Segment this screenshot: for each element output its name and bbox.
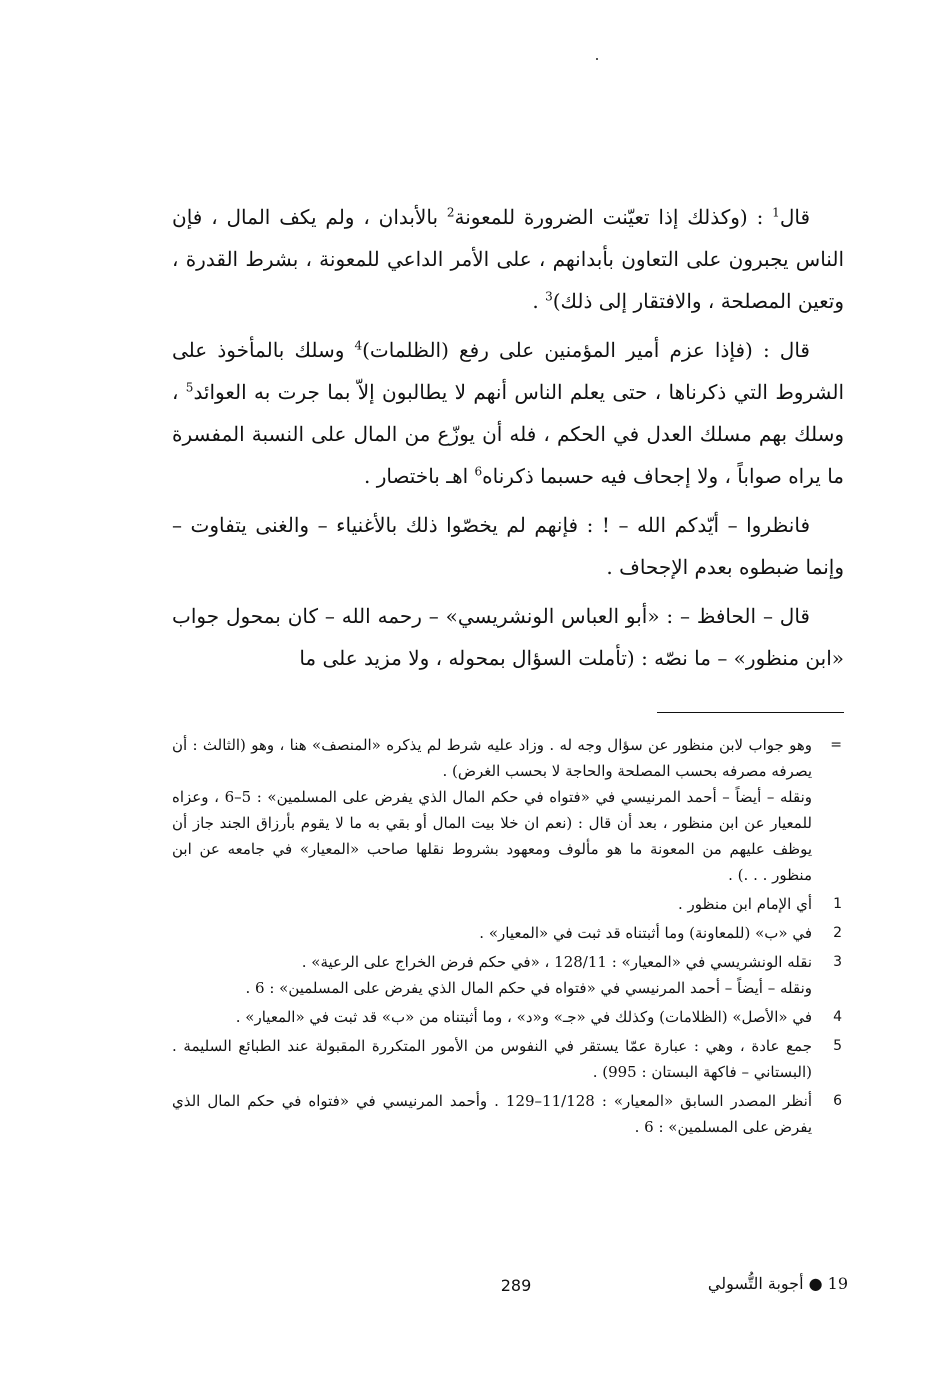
footnote-ref: 5 [185,380,194,395]
footnote-line: في «ب» (للمعاونة) وما أثبتناه قد ثبت في «المعيار» . [479,924,812,942]
footnote-number: 4 [833,1009,842,1025]
footnote-separator [657,712,844,713]
text: بالأبدان ، ولم يكف المال ، فإن الناس يجبرون على التعاون بأبدانهم ، على الأمر الداعي للمعونة ، بشرط القدرة ، وتعين المصلحة ، والافتقار إلى ذلك) [172,205,844,313]
footnote-line: ونقله – أيضاً – أحمد المرنيسي في «فتواه في حكم المال الذي يفرض على المسلمين» : 5–6 ، وعزاه للمعيار عن ابن منظور ، بعد أن قال : (نعم ان خلا بيت المال أو بقي به ما لا يقوم بأرزاق الجند جاز أن يوظف عليهم من المعونة ما هو مألوف ومعهود بشروط نقلها صاحب «المعيار» في جامعه عن ابن منظور . . .) . [172,788,813,884]
main-text [172,196,844,686]
footnote-body [172,891,812,917]
paragraph-4: قال – الحافظ – : «أبو العباس الونشريسي» – رحمه الله – كان بمحول جواب «ابن منظور» – ما نصّه : (تأملت السؤال بمحوله ، ولا مزيد على ما [172,604,844,670]
footnote-ref: 6 [474,464,483,479]
footnote-4 [172,1004,844,1030]
footnote-number: 3 [833,954,842,970]
footnote-line: جمع عادة ، وهي : عبارة عمّا يستقر في النفوس من الأمور المتكررة المقبولة عند الطبائع السليمة . (البستاني – فاكهة البستان : 995) . [172,1037,812,1081]
footnote-body [172,732,812,888]
footnote-2 [172,920,844,946]
text: قال : (فإذا عزم أمير المؤمنين على رفع (الظلمات) [362,338,810,362]
footnote-line: ونقله – أيضاً – أحمد المرنيسي في «فتواه في حكم المال الذي يفرض على المسلمين» : 6 . [245,979,812,997]
running-head: 19 ● أجوبة التُّسولي [707,1274,848,1293]
footnote-ref: 4 [354,338,363,353]
footnote-continuation [172,732,844,888]
speck [596,58,598,60]
footnote-3 [172,949,844,1001]
footnote-number: 2 [833,925,842,941]
paragraph-2 [172,329,844,497]
footnote-ref: 1 [772,205,780,220]
footnote-body [172,1088,812,1140]
footnote-number: 6 [833,1093,842,1109]
footnote-line: أنظر المصدر السابق «المعيار» : 11/128–129 . وأحمد المرنيسي في «فتواه في حكم المال الذي يفرض على المسلمين» : 6 . [172,1092,812,1136]
text: : (وكذلك إذا تعيّنت الضرورة للمعونة [454,205,773,229]
footnote-body [172,949,812,1001]
paragraph-3: فانظروا – أيّدكم الله – ! : فإنهم لم يخصّوا ذلك بالأغنياء – والغنى يتفاوت – وإنما ضبطوه بعدم الإجحاف . [172,513,844,579]
footnotes [172,732,844,1143]
footnote-ref: 3 [545,289,553,304]
footnote-number: 5 [833,1038,842,1054]
text: قال [779,205,810,229]
footnote-6 [172,1088,844,1140]
text: . [532,289,546,313]
text: اهـ باختصار . [363,464,475,488]
footnote-line: أي الإمام ابن منظور . [678,895,812,913]
footnote-ref: 2 [446,205,455,220]
footnote-1 [172,891,844,917]
page-number: 289 [500,1276,532,1295]
footnote-line: في «الأصل» (الظلامات) وكذلك في «جـ» و«د» ، وما أثبتناه من «ب» قد ثبت في «المعيار» . [235,1008,812,1026]
text: ، وسلك بهم مسلك العدل في الحكم ، فله أن يوزّع من المال على النسبة المفسرة ما يراه صواباً ، ولا إجحاف فيه حسبما ذكرناه [172,380,845,488]
footnote-body [172,920,812,946]
paragraph-1 [172,196,844,322]
footnote-line: وهو جواب لابن منظور عن سؤال وجه له . وزاد عليه شرط لم يذكره «المنصف» هنا ، وهو (الثالث : أن يصرفه مصرفه بحسب المصلحة والحاجة لا بحسب الغرض) . [172,736,812,780]
continuation-mark: = [830,737,842,753]
footnote-body [172,1004,812,1030]
footnote-body [172,1033,812,1085]
footnote-line: نقله الونشريسي في «المعيار» : 128/11 ، «في حكم فرض الخراج على الرعية» . [301,953,812,971]
text: وسلك بالمأخوذ على الشروط التي ذكرناها ، حتى يعلم الناس أنهم لا يطالبون إلاّ بما جرت به العوائد [172,338,844,404]
footnote-5 [172,1033,844,1085]
footnote-number: 1 [833,896,842,912]
